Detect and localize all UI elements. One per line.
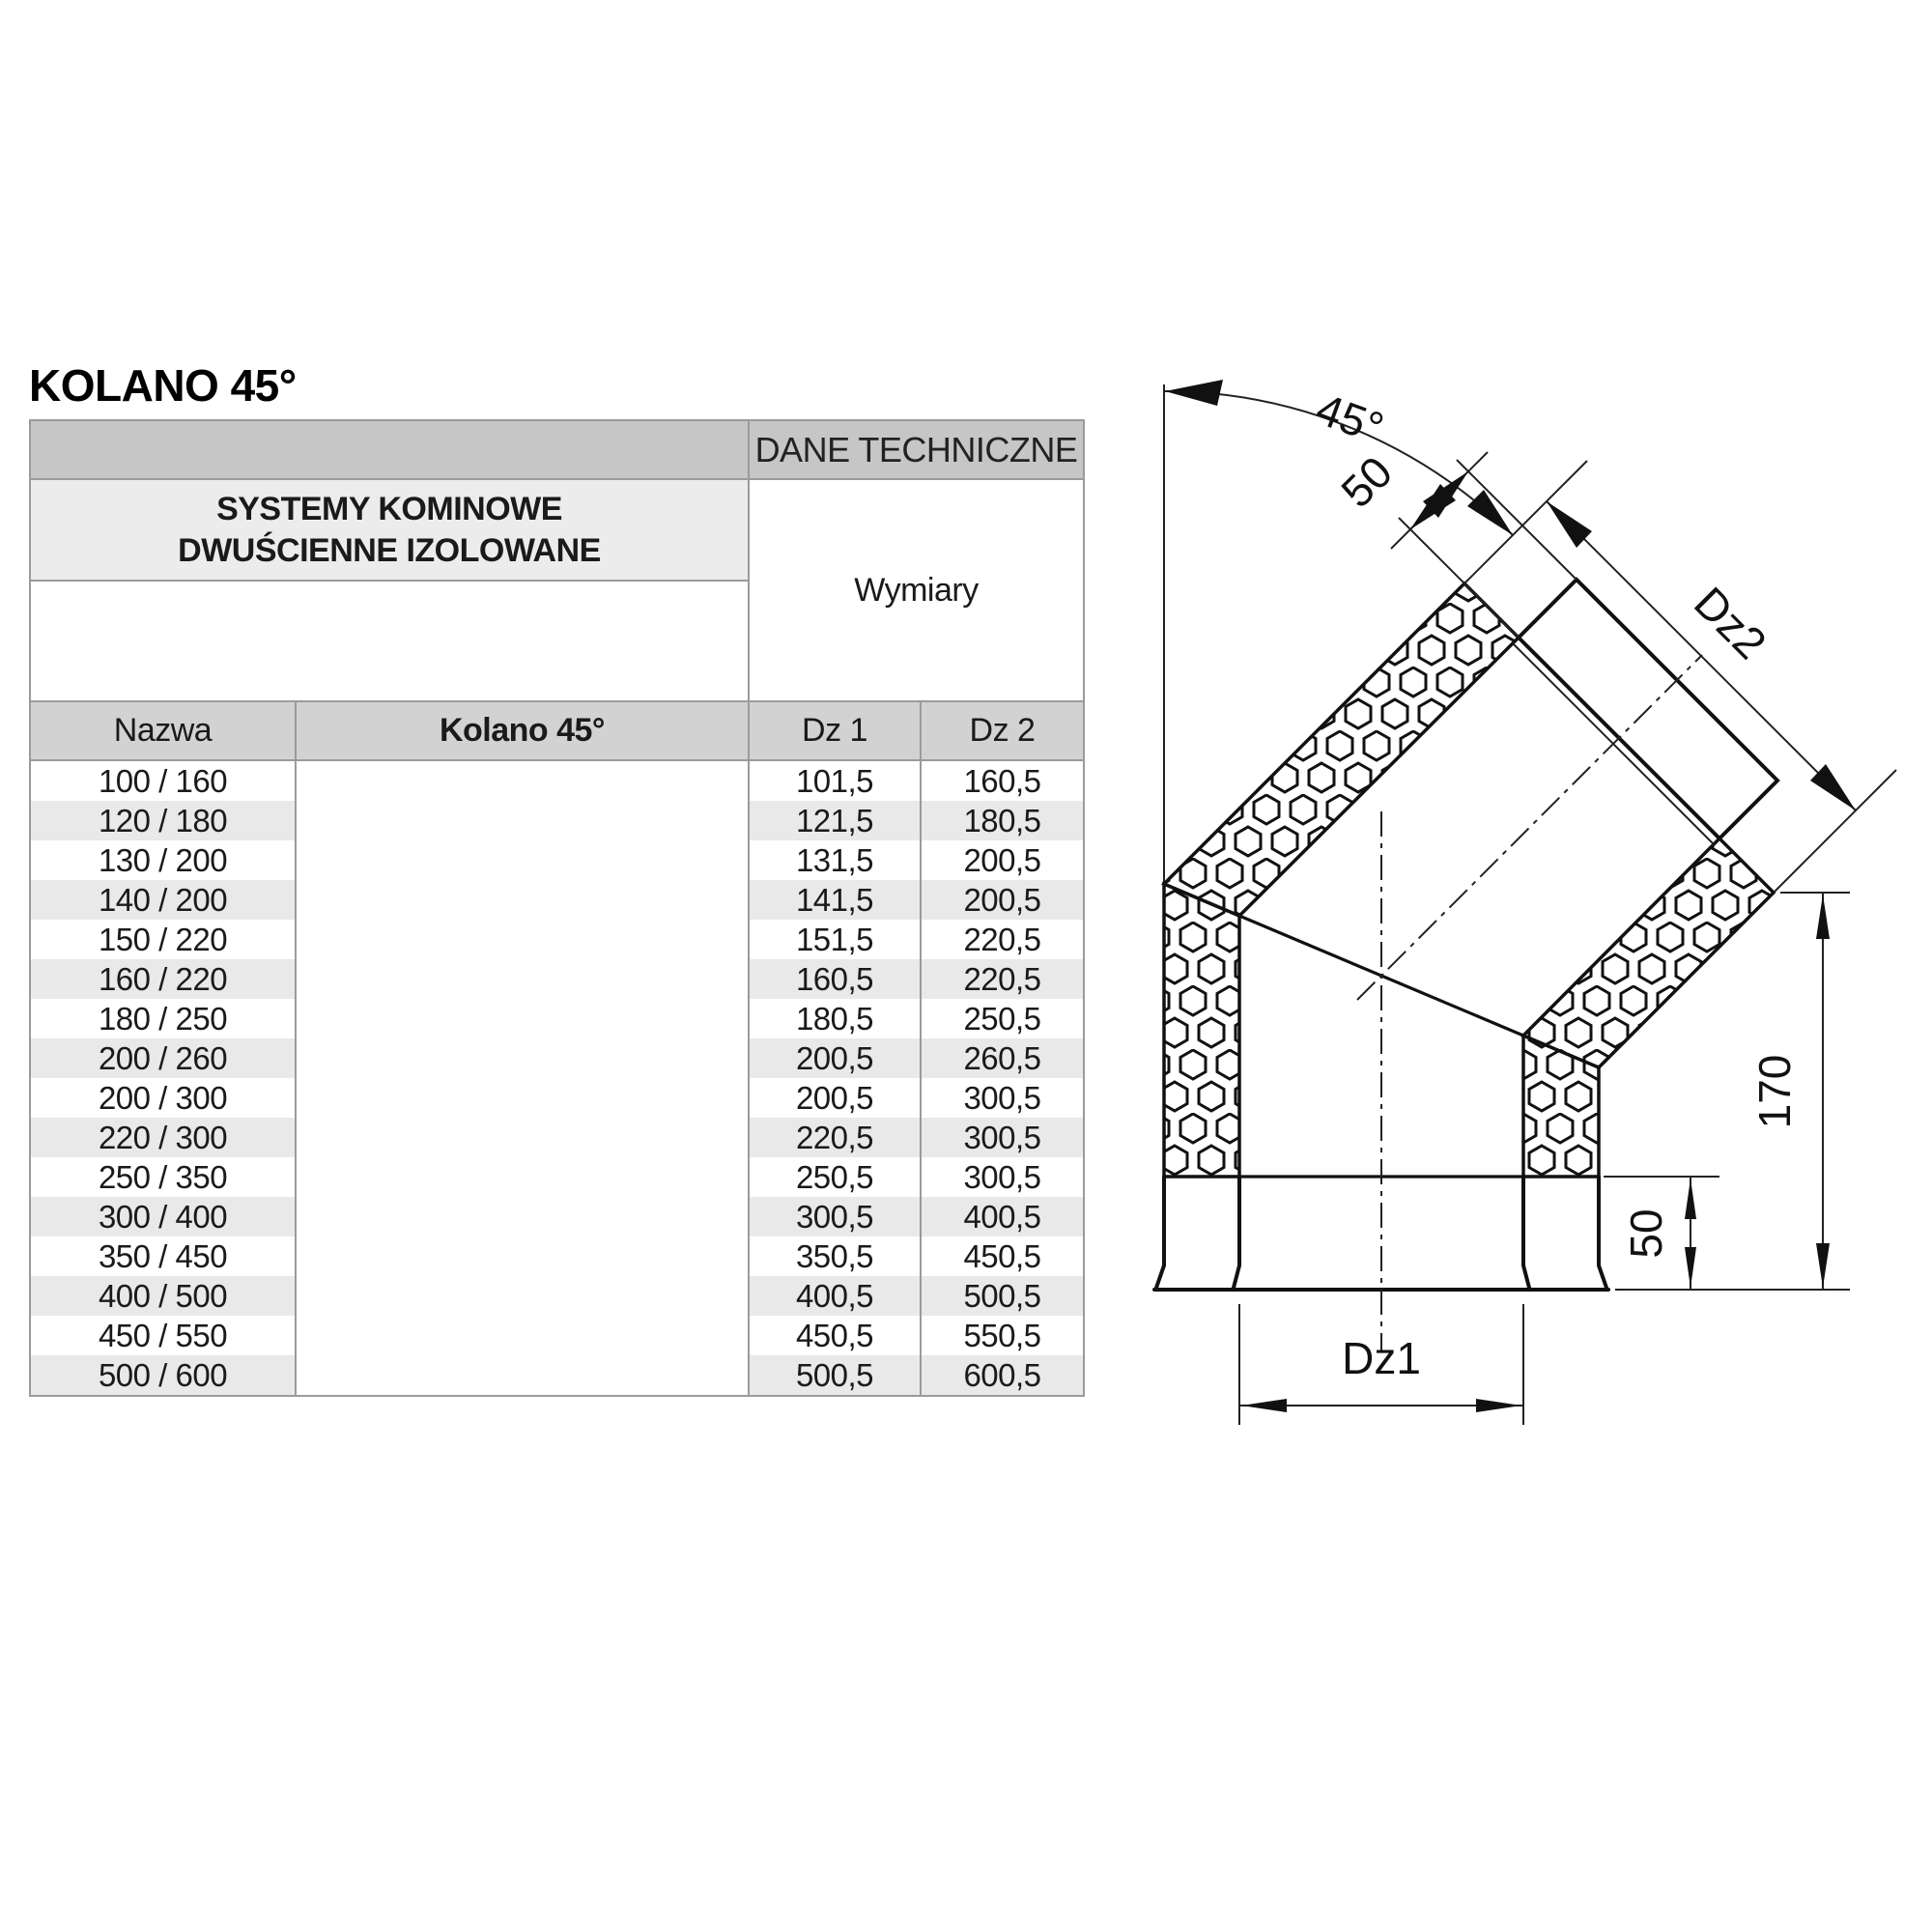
table-cell: 121,5 [748,801,920,840]
table-cell: 400,5 [748,1276,920,1316]
table-cell: 300,5 [748,1197,920,1236]
table-cell: 250,5 [748,1157,920,1197]
table-cell: 120 / 180 [31,801,295,840]
table-cell: 600,5 [920,1355,1083,1395]
table-cell: 250,5 [920,999,1083,1038]
table-cell: 260,5 [920,1038,1083,1078]
table-cell: 180,5 [920,801,1083,840]
product-group-header [31,480,748,582]
dz1-label: Dz1 [1342,1333,1421,1383]
table-cell: 180 / 250 [31,999,295,1038]
collar-height-label: 50 [1621,1208,1671,1259]
technical-drawing [1101,348,1932,1468]
table-cell: 450 / 550 [31,1316,295,1355]
column-header-kolano: Kolano 45° [295,702,748,761]
height-label: 170 [1749,1054,1800,1129]
table-cell: 160,5 [748,959,920,999]
table-cell: 450,5 [920,1236,1083,1276]
section-header-dane-techniczne: DANE TECHNICZNE [748,421,1083,480]
table-cell: 200,5 [748,1078,920,1118]
column-header-dz1: Dz 1 [748,702,920,761]
table-cell: 140 / 200 [31,880,295,920]
insulation-bands [1164,583,1774,1177]
table-empty-cell [31,582,748,702]
table-cell: 130 / 200 [31,840,295,880]
table-cell: 300,5 [920,1078,1083,1118]
table-cell: 300 / 400 [31,1197,295,1236]
dimensions-header: Wymiary [748,480,1083,702]
table-cell: 150 / 220 [31,920,295,959]
table-cell: 220,5 [748,1118,920,1157]
table-cell: 400 / 500 [31,1276,295,1316]
table-cell: 400,5 [920,1197,1083,1236]
column-header-nazwa: Nazwa [31,702,295,761]
dz2-label: Dz2 [1685,577,1776,668]
table-cell: 500,5 [748,1355,920,1395]
table-cell: 141,5 [748,880,920,920]
table-cell: 160,5 [920,761,1083,801]
table-cell: 100 / 160 [31,761,295,801]
page-title: KOLANO 45° [29,360,297,411]
table-cell: 180,5 [748,999,920,1038]
table-cell: 131,5 [748,840,920,880]
table-cell: 250 / 350 [31,1157,295,1197]
table-blank-header-cell [31,421,748,480]
table-cell: 200 / 260 [31,1038,295,1078]
table-cell: 350,5 [748,1236,920,1276]
table-cell: 550,5 [920,1316,1083,1355]
table-cell: 101,5 [748,761,920,801]
table-cell: 160 / 220 [31,959,295,999]
table-cell: 220 / 300 [31,1118,295,1157]
table-cell: 300,5 [920,1157,1083,1197]
table-cell: 500 / 600 [31,1355,295,1395]
table-cell: 200 / 300 [31,1078,295,1118]
table-cell: 350 / 450 [31,1236,295,1276]
product-group-line1: SYSTEMY KOMINOWE [216,491,562,527]
table-cell: 200,5 [748,1038,920,1078]
table-cell: 220,5 [920,920,1083,959]
table-cell: 200,5 [920,840,1083,880]
dimension-collar-50 [1604,1177,1719,1290]
spec-table [29,419,1085,1397]
table-cell: 151,5 [748,920,920,959]
column-header-dz2: Dz 2 [920,702,1083,761]
table-cell: 500,5 [920,1276,1083,1316]
spigot-length-label: 50 [1331,446,1403,518]
table-cell: 200,5 [920,880,1083,920]
table-cell: 300,5 [920,1118,1083,1157]
product-group-line2: DWUŚCIENNE IZOLOWANE [178,531,601,569]
table-cell: 220,5 [920,959,1083,999]
angle-label: 45° [1309,383,1391,454]
table-cell: 450,5 [748,1316,920,1355]
product-image-cell [295,761,748,1395]
